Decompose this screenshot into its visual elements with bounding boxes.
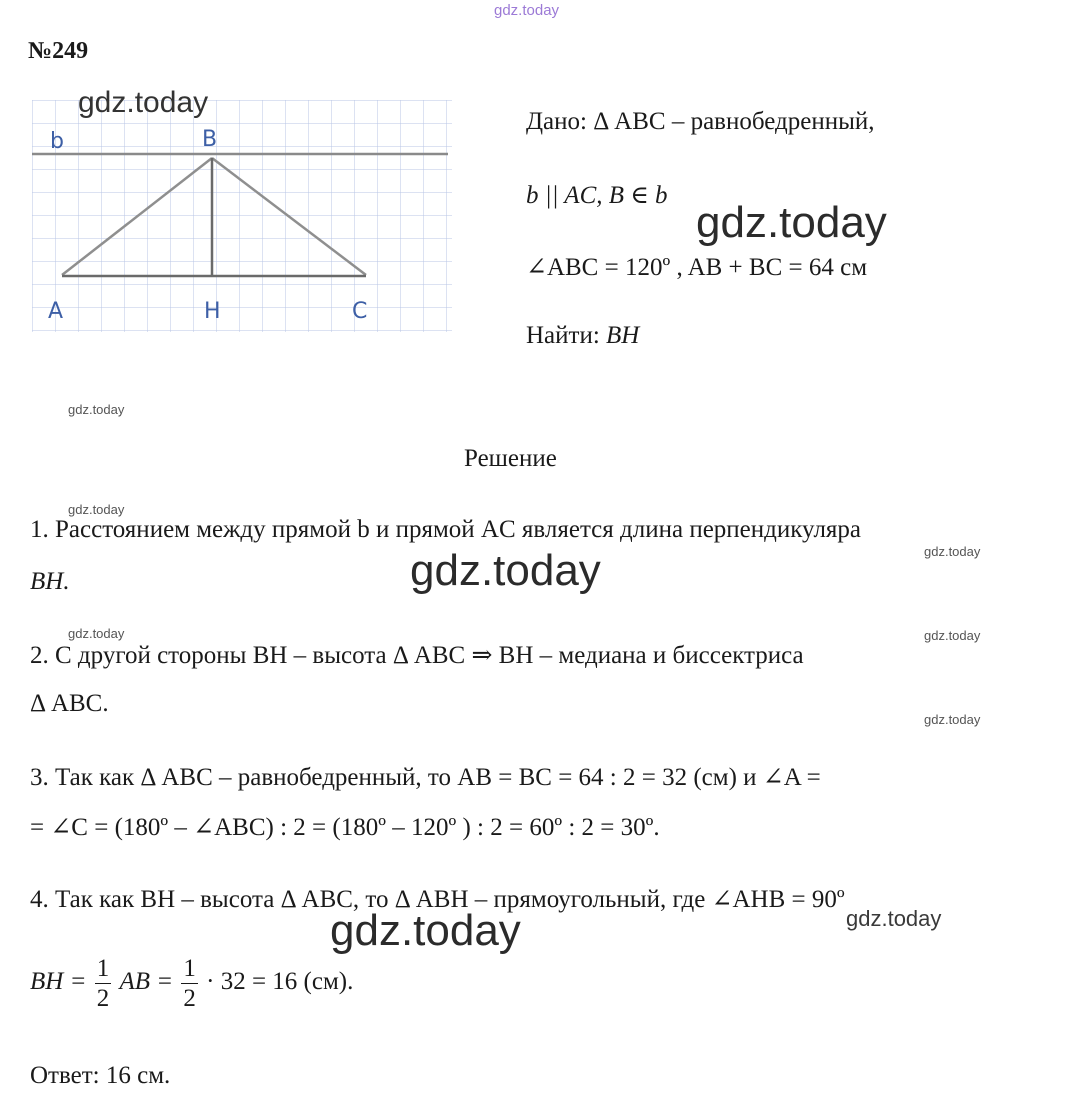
fraction-one-half-2 bbox=[181, 956, 198, 1011]
fraction-denominator-2: 2 bbox=[183, 985, 196, 1012]
fraction-numerator-2: 1 bbox=[183, 955, 196, 982]
watermark-tiny-1: gdz.today bbox=[68, 402, 125, 417]
find-label: Найти: bbox=[526, 322, 600, 349]
watermark-bottom-big: gdz.today bbox=[330, 906, 521, 955]
formula-rhs: · 32 = 16 (см). bbox=[206, 968, 354, 996]
watermark-given: gdz.today bbox=[696, 198, 887, 247]
formula-mid: AB = bbox=[119, 968, 174, 996]
step-1-line-1: 1. Расстоянием между прямой b и прямой AC является длина перпендикуляра bbox=[30, 516, 862, 543]
given-label: Дано: bbox=[526, 108, 587, 135]
step-4-line-1: 4. Так как BH – высота Δ ABC, то Δ ABH – прямоугольный, где ∠AHB = 90º bbox=[30, 886, 845, 913]
triangle-figure bbox=[32, 100, 452, 332]
label-vertex-b: B bbox=[202, 127, 218, 152]
formula-lhs: BH = bbox=[30, 968, 87, 996]
fraction-denominator: 2 bbox=[96, 985, 110, 1012]
fraction-one-half bbox=[95, 956, 112, 1011]
find-line bbox=[526, 322, 639, 350]
step-4-formula bbox=[30, 956, 353, 1011]
watermark-tiny-5: gdz.today bbox=[924, 628, 981, 643]
label-vertex-a: A bbox=[48, 299, 64, 324]
step-3-line-1: 3. Так как Δ ABC – равнобедренный, то AB = BC = 64 : 2 = 32 (см) и ∠A = bbox=[30, 764, 821, 791]
watermark-tiny-3: gdz.today bbox=[924, 544, 981, 559]
step-2-line-1: 2. С другой стороны BH – высота Δ ABC ⇒ BH – медиана и биссектриса bbox=[30, 642, 804, 669]
step-3-line-2: = ∠C = (180º – ∠ABC) : 2 = (180º – 120º ) : 2 = 60º : 2 = 30º. bbox=[30, 814, 660, 841]
label-vertex-c: C bbox=[352, 299, 368, 324]
solution-heading: Решение bbox=[464, 445, 557, 472]
label-vertex-h: H bbox=[204, 299, 221, 324]
problem-number: №249 bbox=[28, 38, 89, 64]
watermark-tiny-4: gdz.today bbox=[68, 626, 125, 641]
watermark-tiny-2: gdz.today bbox=[68, 502, 125, 517]
given-line-2: b || AC, B ∈ b bbox=[526, 182, 668, 209]
given-line-1 bbox=[526, 108, 875, 136]
watermark-figure: gdz.today bbox=[78, 86, 209, 119]
answer: Ответ: 16 см. bbox=[30, 1062, 171, 1089]
watermark-top: gdz.today bbox=[494, 2, 560, 19]
given-triangle: Δ ABC – равнобедренный, bbox=[593, 108, 875, 135]
watermark-mid: gdz.today bbox=[410, 546, 601, 595]
fraction-numerator: 1 bbox=[96, 955, 110, 982]
given-line-3: ∠ABC = 120º , AB + BC = 64 см bbox=[526, 254, 868, 281]
step-2-line-2: Δ ABC. bbox=[30, 690, 109, 717]
grid-paper bbox=[32, 100, 452, 332]
step-1-line-2: BH. bbox=[30, 568, 70, 595]
label-b: b bbox=[50, 129, 64, 154]
watermark-bottom-small: gdz.today bbox=[846, 906, 942, 931]
watermark-tiny-6: gdz.today bbox=[924, 712, 981, 727]
find-value: BH bbox=[606, 322, 640, 349]
